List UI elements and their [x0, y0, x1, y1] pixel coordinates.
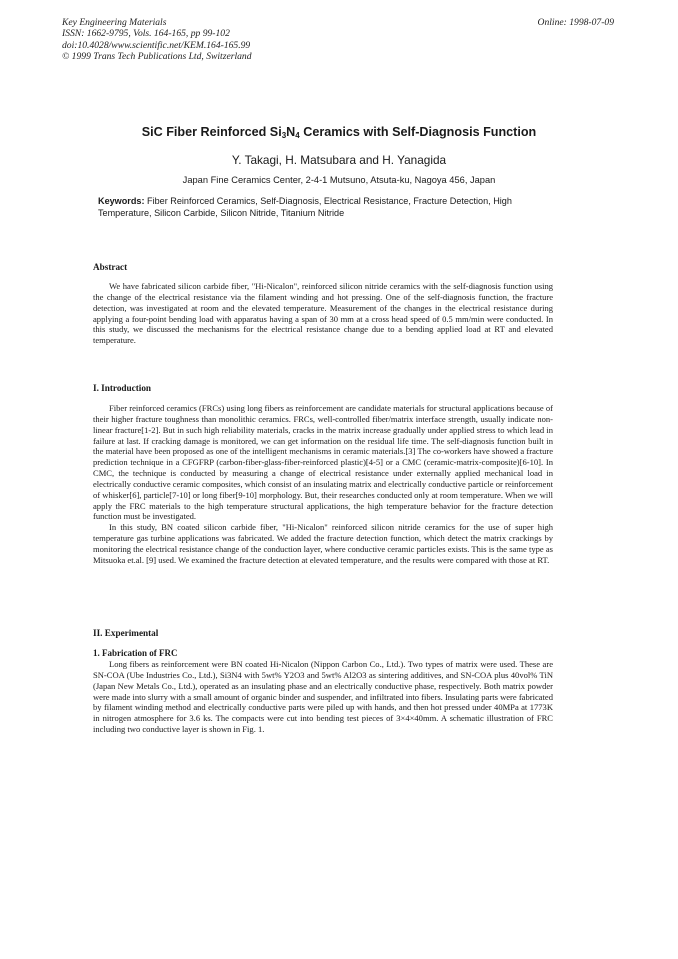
title-subscript: 4 — [295, 131, 300, 140]
affiliation: Japan Fine Ceramics Center, 2-4-1 Mutsuno, Atsuta-ku, Nagoya 456, Japan — [182, 175, 496, 185]
citation-block — [62, 17, 252, 63]
copyright-line: © 1999 Trans Tech Publications Ltd, Switzerland — [62, 51, 252, 63]
paper-title — [0, 125, 678, 140]
fabrication-paragraph: Long fibers as reinforcement were BN coated Hi-Nicalon (Nippon Carbon Co., Ltd.). Two types of matrix were used. These are SN-COA (Ube Industries Co., Ltd.), Si3N4 with 5wt% Y2O3 and 5wt% Al2O3 as sintering additives, and SN-COA plus 40vol% TiN (Japan New Metals Co., Ltd.), operated as an insulating phase and an electrically conductive phase, respectively. Both matrix powder were made into slurry with a small amount of organic binder and suspender, and infiltrated into fibers. Insulating parts were fabricated by filament winding method and electrically conductive parts were piled up with hands, and then hot pressed under 40MPa at 1773K in nitrogen atmosphere for 3.6 ks. The compacts were cut into bending test pieces of 3×4×40mm. A schematic illustration of FRC including two conductive layer is shown in Fig. 1. — [93, 659, 553, 735]
author-list: Y. Takagi, H. Matsubara and H. Yanagida — [231, 153, 447, 167]
title-part: N — [286, 125, 296, 139]
title-subscript: 3 — [281, 131, 287, 140]
abstract-body — [93, 281, 553, 346]
introduction-body — [93, 403, 553, 566]
issn-line: ISSN: 1662-9795, Vols. 164-165, pp 99-102 — [62, 28, 230, 40]
fabrication-subheading: 1. Fabrication of FRC — [93, 648, 178, 658]
experimental-body — [93, 659, 553, 735]
online-date: Online: 1998-07-09 — [537, 17, 614, 28]
keywords-label: Keywords: — [98, 196, 145, 206]
journal-name: Key Engineering Materials — [62, 17, 167, 28]
keywords-block — [98, 195, 554, 219]
intro-paragraph-2: In this study, BN coated silicon carbide fiber, "Hi-Nicalon" reinforced silicon nitride ceramics for the use of super high temperature gas turbine applications was fabricated. We added the fracture detection function, which detect the matrix crackings by monitoring the electrical resistance change of the conduction layer, where conductive ceramic particles exists. This is the same type as Mitsuoka et.al. [9] used. We examined the fracture detection at elevated temperature, and the results were compared with those at RT. — [93, 522, 553, 565]
title-part: SiC Fiber Reinforced Si — [141, 125, 282, 139]
abstract-paragraph: We have fabricated silicon carbide fiber, "Hi-Nicalon", reinforced silicon nitride ceramics with the self-diagnosis function using the change of the electrical resistance via the filament winding and hot pressing. One of the self-diagnosis function, the fracture detection, was investigated at room and the elevated temperature. Measurement of the changes in the electrical resistance during applying a four-point bending load with apparatus having a span of 30 mm at a cross head speed of 0.5 mm/min were conducted. In this study, we discussed the mechanisms for the electrical resistance change due to a bending applied load at RT and elevated temperature. — [93, 281, 553, 346]
abstract-heading: Abstract — [93, 262, 128, 272]
doi-line: doi:10.4028/www.scientific.net/KEM.164-165.99 — [62, 39, 251, 51]
experimental-heading: II. Experimental — [93, 628, 159, 638]
keywords-text: Fiber Reinforced Ceramics, Self-Diagnosis, Electrical Resistance, Fracture Detection, High Temperature, Silicon Carbide, Silicon Nitride, Titanium Nitride — [98, 196, 512, 218]
intro-paragraph-1: Fiber reinforced ceramics (FRCs) using long fibers as reinforcement are candidate materials for structural applications because of their higher fracture toughness than monolithic ceramics. FRCs, well-controlled fiber/matrix interface strength, usually indicate non-linear fracture[1-2]. But in such high reliability materials, cracks in the matrix increase gradually under applied stress to which lead in failure at last. If cracking damage is monitored, we can get information on the residual life time. The self-diagnosis function built in the material have been proposed as one of the intelligent mechanisms in ceramic materials.[3] The co-workers have showed a fracture prediction technique in a CFGFRP (carbon-fiber-glass-fiber-reinforced plastic)[4-5] or a CMC (ceramic-matrix-composite)[6-10]. In CMC, the technique is conducted by measuring a change of electrical resistance under externally applied mechanical load in electrically conductive ceramic composites, which consist of an insulating matrix and electrically conductive particle or reinforcement of whisker[6], particle[7-10] or long fiber[9-10] morphology. But, their researches conducted only at room temperature. When we will apply the FRC materials to the high temperature structural applications, the high temperature behavior for the fracture detection function must be investigated. — [93, 403, 553, 522]
introduction-heading: I. Introduction — [93, 383, 152, 393]
title-part: Ceramics with Self-Diagnosis Function — [299, 125, 537, 139]
